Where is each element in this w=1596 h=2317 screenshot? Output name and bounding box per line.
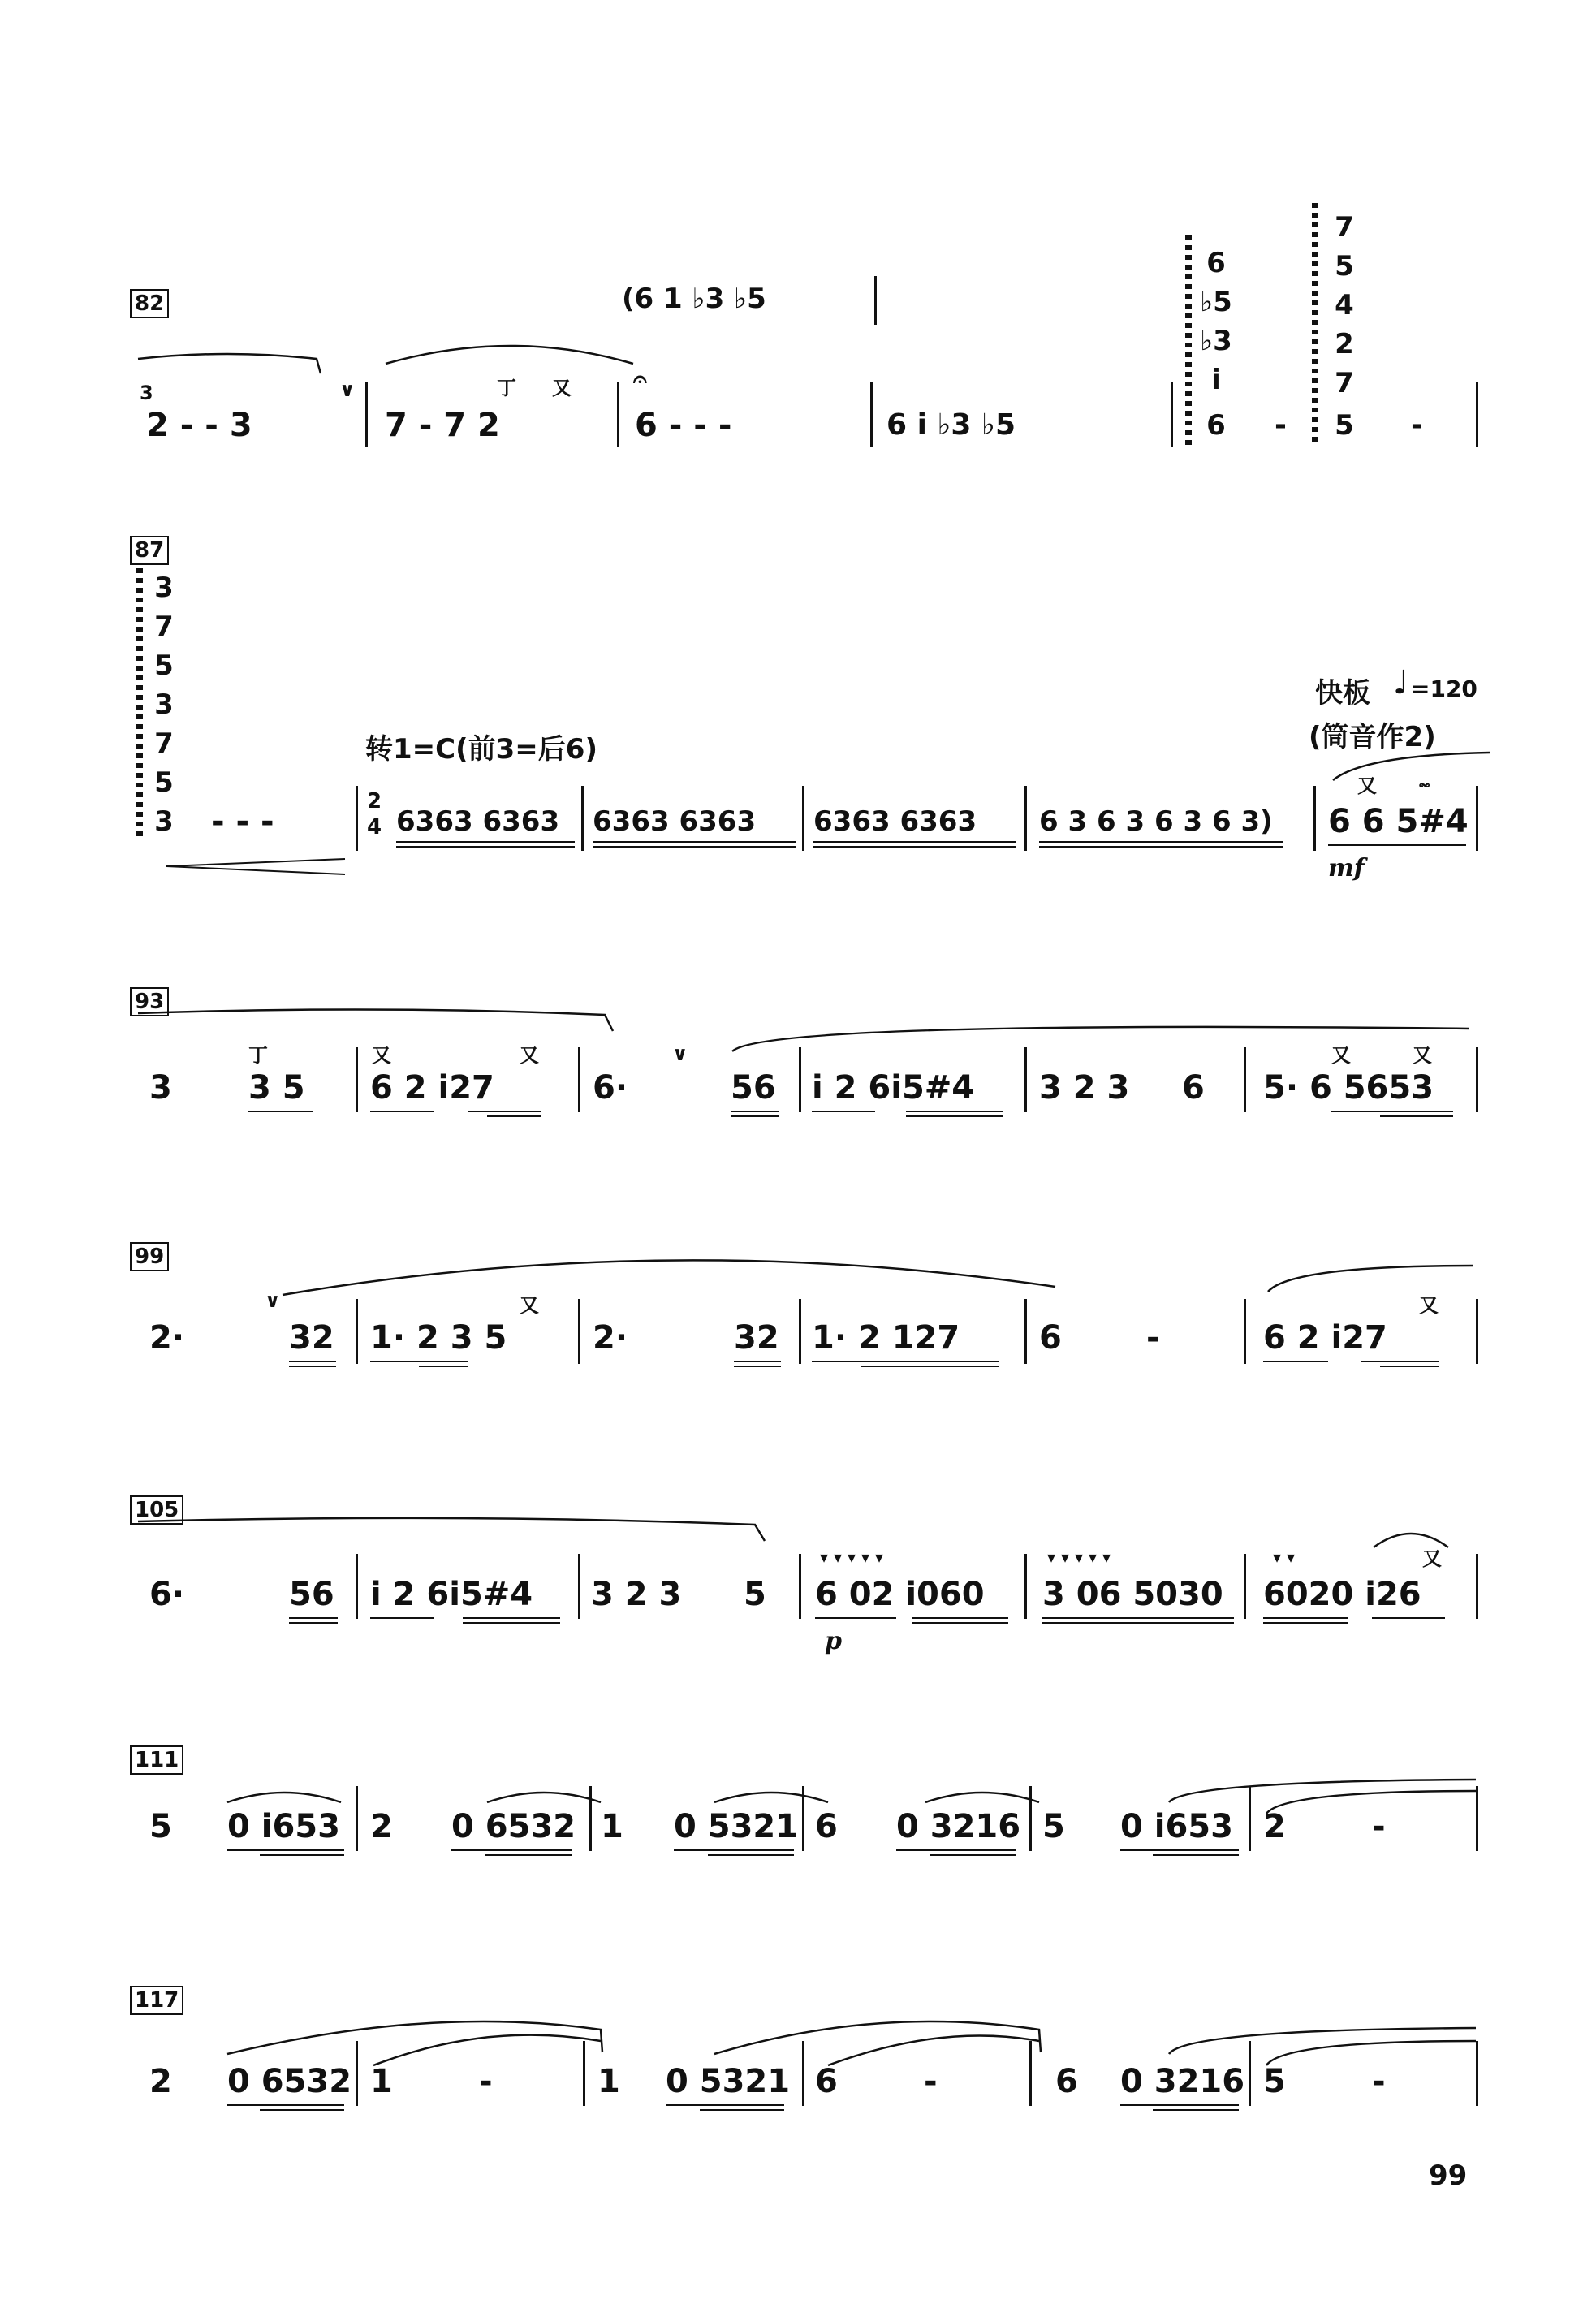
barline bbox=[356, 1047, 358, 1112]
key-change: 转1=C(前3=后6) bbox=[365, 733, 597, 766]
slur bbox=[276, 1254, 1063, 1303]
measure: 7 - 7 2 bbox=[385, 407, 500, 444]
measure: 56 bbox=[731, 1069, 776, 1107]
grace-note: 3 bbox=[140, 382, 153, 404]
measure: 0 6532 bbox=[451, 1808, 576, 1845]
barline bbox=[802, 786, 804, 851]
barline bbox=[799, 1299, 801, 1364]
slur bbox=[1331, 751, 1494, 783]
measure: 6 02 i060 bbox=[815, 1576, 985, 1613]
measure: - - - bbox=[211, 803, 274, 840]
breath-mark: ∨ bbox=[265, 1289, 281, 1312]
fingering-mark: 又 bbox=[1413, 1044, 1432, 1067]
measure: 1· 2 127 bbox=[812, 1319, 960, 1357]
fingering-mark: 丁 bbox=[497, 377, 516, 399]
barline bbox=[1244, 1554, 1246, 1619]
barline bbox=[356, 786, 358, 851]
measure: 5 bbox=[1263, 2063, 1286, 2100]
measure: 5· 6 5653 bbox=[1263, 1069, 1434, 1107]
measure: 6 bbox=[1039, 1319, 1062, 1357]
measure-number-105: 105 bbox=[130, 1495, 183, 1525]
fingering-mark: 又 bbox=[372, 1044, 391, 1067]
breath-mark: ∨ bbox=[672, 1042, 688, 1065]
fermata-icon: 𝄐 bbox=[633, 365, 647, 394]
measure: 6· bbox=[593, 1069, 628, 1107]
measure: 0 i653 bbox=[1120, 1808, 1233, 1845]
quarter-note-icon: ♩ bbox=[1393, 664, 1408, 701]
measure: - bbox=[1411, 408, 1423, 442]
barline bbox=[1024, 786, 1027, 851]
barline bbox=[1171, 382, 1173, 447]
tempo-value: =120 bbox=[1411, 675, 1477, 702]
measure: i 2 6i5#4 bbox=[370, 1576, 533, 1613]
measure-number-111: 111 bbox=[130, 1745, 183, 1775]
fingering-mark: 又 bbox=[1331, 1044, 1351, 1067]
measure: 6363 6363 bbox=[813, 805, 977, 838]
slur bbox=[1266, 1262, 1477, 1295]
barline bbox=[1476, 382, 1478, 447]
measure: 6 i ♭3 ♭5 bbox=[886, 408, 1016, 442]
fingering-mark: 又 bbox=[1357, 774, 1377, 797]
measure: 2 bbox=[1263, 1808, 1286, 1845]
measure: 1 bbox=[601, 1808, 623, 1845]
arpeggio-icon bbox=[1185, 235, 1192, 447]
barline bbox=[1476, 786, 1478, 851]
measure: 1 bbox=[370, 2063, 393, 2100]
measure: 6 2 i27 bbox=[370, 1069, 494, 1107]
measure: 3 06 5030 bbox=[1042, 1576, 1223, 1613]
breath-mark: ∨ bbox=[339, 378, 356, 401]
barline bbox=[802, 2041, 804, 2106]
measure: 0 5321 bbox=[674, 1808, 799, 1845]
fingering-mark: 又 bbox=[1422, 1547, 1442, 1570]
measure: - bbox=[1146, 1319, 1160, 1357]
intro-cue: (6 1 ♭3 ♭5 bbox=[622, 283, 766, 315]
barline bbox=[1476, 1047, 1478, 1112]
measure: 5 bbox=[1042, 1808, 1065, 1845]
measure: 0 3216 bbox=[1120, 2063, 1245, 2100]
measure: 6020 i26 bbox=[1263, 1576, 1421, 1613]
measure: 32 bbox=[734, 1319, 779, 1357]
barline bbox=[356, 1554, 358, 1619]
measure: 3 bbox=[149, 1069, 172, 1107]
measure: 6 bbox=[815, 2063, 838, 2100]
arpeggio-icon bbox=[136, 568, 143, 836]
slurs bbox=[227, 2005, 1486, 2070]
barline bbox=[1024, 1047, 1027, 1112]
measure: 1 bbox=[597, 2063, 620, 2100]
barline bbox=[578, 1047, 580, 1112]
measure: i 2 6i5#4 bbox=[812, 1069, 975, 1107]
measure: 3 2 3 bbox=[1039, 1069, 1130, 1107]
slur bbox=[731, 1019, 1477, 1059]
measure: 0 3216 bbox=[896, 1808, 1021, 1845]
measure: 2· bbox=[593, 1319, 628, 1357]
measure: 6363 6363 bbox=[593, 805, 757, 838]
barline bbox=[356, 1299, 358, 1364]
staccato-marks: ▾ ▾ ▾ ▾ ▾ bbox=[1047, 1547, 1111, 1567]
measure: 6· bbox=[149, 1576, 185, 1613]
barline bbox=[581, 786, 584, 851]
measure: 32 bbox=[289, 1319, 334, 1357]
measure: - bbox=[1372, 2063, 1386, 2100]
slur bbox=[138, 1515, 771, 1555]
measure: 0 i653 bbox=[227, 1808, 340, 1845]
measure: 1· 2 3 5 bbox=[370, 1319, 507, 1357]
measure: 6 6 5#4 bbox=[1328, 803, 1469, 840]
barline bbox=[1313, 786, 1316, 851]
barline bbox=[874, 276, 877, 325]
barline bbox=[617, 382, 619, 447]
page-number: 99 bbox=[1429, 2160, 1468, 2192]
barline bbox=[1024, 1554, 1027, 1619]
barline bbox=[1476, 1554, 1478, 1619]
dynamic-p: p bbox=[825, 1627, 842, 1655]
measure: 6 2 i27 bbox=[1263, 1319, 1387, 1357]
barline bbox=[356, 2041, 358, 2106]
barline bbox=[799, 1047, 801, 1112]
barline bbox=[356, 1786, 358, 1851]
barline bbox=[1476, 2041, 1478, 2106]
measure: 6 3 6 3 6 3 6 3) bbox=[1039, 805, 1273, 838]
time-signature-bottom: 4 bbox=[367, 815, 382, 839]
measure-number-93: 93 bbox=[130, 987, 169, 1016]
barline bbox=[1249, 1786, 1251, 1851]
measure: 2 - - 3 bbox=[146, 407, 252, 444]
measure: 6 - - - bbox=[635, 407, 732, 444]
barline bbox=[1244, 1047, 1246, 1112]
barline bbox=[578, 1299, 580, 1364]
fingering-mark: 丁 bbox=[248, 1044, 268, 1067]
slur bbox=[138, 349, 325, 382]
measure: 0 5321 bbox=[666, 2063, 791, 2100]
fingering-mark: 又 bbox=[520, 1044, 539, 1067]
fingering-note: (筒音作2) bbox=[1309, 721, 1436, 753]
tempo-text: 快板 bbox=[1315, 677, 1370, 710]
measure: 3 2 3 bbox=[591, 1576, 682, 1613]
fingering-mark: 又 bbox=[552, 377, 572, 399]
barline bbox=[802, 1786, 804, 1851]
arpeggio-icon bbox=[1312, 203, 1318, 447]
measure: 5 bbox=[149, 1808, 172, 1845]
staccato-marks: ▾ ▾ ▾ ▾ ▾ bbox=[820, 1547, 884, 1567]
measure: 6 bbox=[1055, 2063, 1078, 2100]
measure: 6363 6363 bbox=[396, 805, 560, 838]
barline bbox=[589, 1786, 592, 1851]
barline bbox=[1244, 1299, 1246, 1364]
barline bbox=[1029, 2041, 1032, 2106]
staccato-marks: ▾ ▾ bbox=[1273, 1547, 1296, 1567]
measure: 56 bbox=[289, 1576, 334, 1613]
barline bbox=[365, 382, 368, 447]
barline bbox=[1029, 1786, 1032, 1851]
barline bbox=[1249, 2041, 1251, 2106]
measure: 6 bbox=[815, 1808, 838, 1845]
measure-number-82: 82 bbox=[130, 289, 169, 318]
barline bbox=[1024, 1299, 1027, 1364]
measure: 6 bbox=[1182, 1069, 1205, 1107]
measure: 5 bbox=[744, 1576, 766, 1613]
diminuendo-icon bbox=[166, 856, 353, 881]
barline bbox=[1476, 1299, 1478, 1364]
mordent-icon: 𝆗 bbox=[1419, 771, 1430, 794]
measure: - bbox=[1275, 408, 1287, 442]
dynamic-mf: mf bbox=[1328, 854, 1365, 882]
measure-number-87: 87 bbox=[130, 536, 169, 565]
measure-number-99: 99 bbox=[130, 1242, 169, 1271]
measure: 2 bbox=[370, 1808, 393, 1845]
slurs bbox=[227, 1778, 1486, 1819]
fingering-mark: 又 bbox=[1419, 1294, 1439, 1317]
measure-number-117: 117 bbox=[130, 1986, 183, 2015]
measure: 0 6532 bbox=[227, 2063, 352, 2100]
measure: 2 bbox=[149, 2063, 172, 2100]
time-signature-top: 2 bbox=[367, 789, 382, 813]
measure: - bbox=[1372, 1808, 1386, 1845]
barline bbox=[578, 1554, 580, 1619]
fingering-mark: 又 bbox=[520, 1294, 539, 1317]
measure: - bbox=[479, 2063, 493, 2100]
barline bbox=[870, 382, 873, 447]
barline bbox=[799, 1554, 801, 1619]
measure: - bbox=[924, 2063, 938, 2100]
slur bbox=[382, 333, 641, 373]
barline bbox=[583, 2041, 585, 2106]
barline bbox=[1476, 1786, 1478, 1851]
measure: 3 5 bbox=[248, 1069, 305, 1107]
measure: 2· bbox=[149, 1319, 185, 1357]
